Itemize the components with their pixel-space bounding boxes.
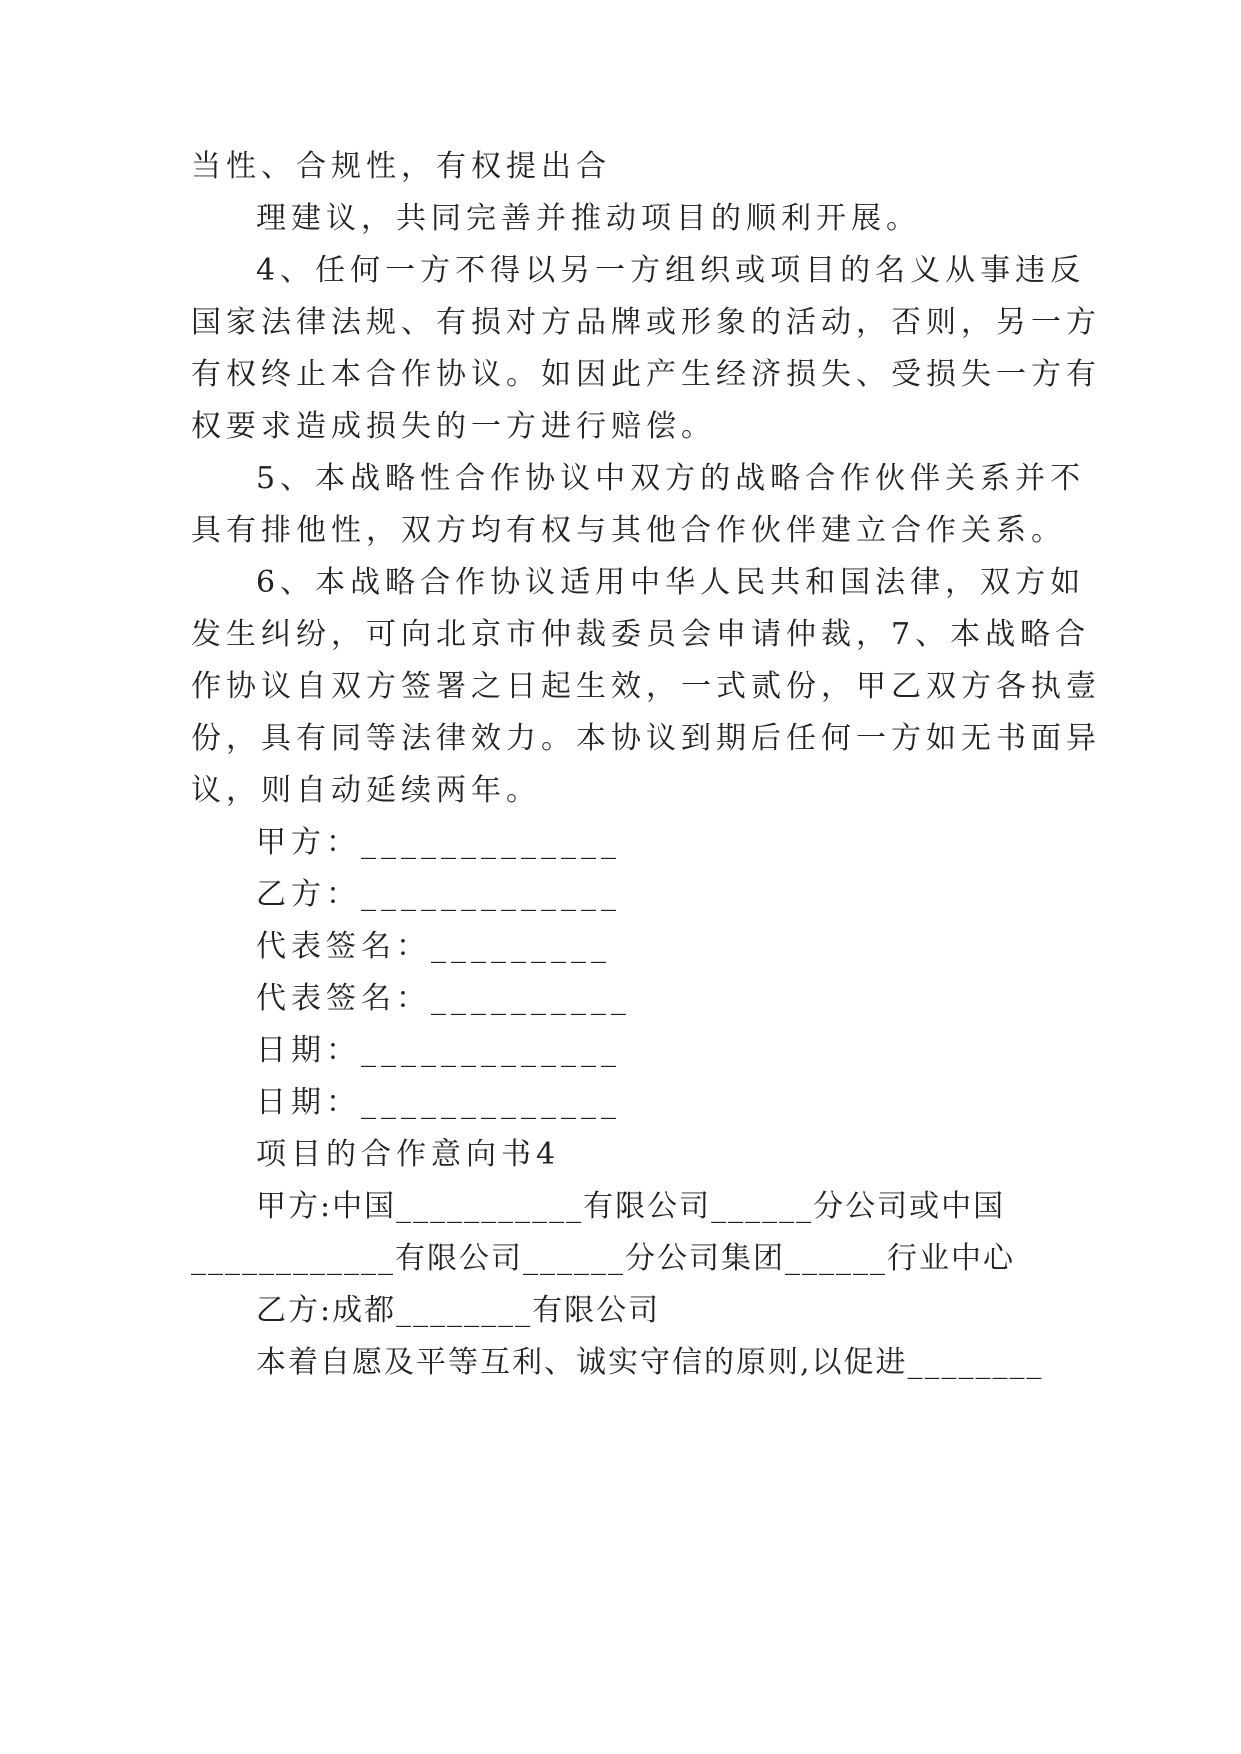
signature-party-a: 甲方：_____________ [256, 825, 621, 860]
paragraph-line: 发生纠纷，可向北京市仲裁委员会申请仲裁，7、本战略合 [191, 617, 1091, 652]
signature-party-b: 乙方：_____________ [256, 877, 621, 912]
paragraph-line: 具有排他性，双方均有权与其他合作伙伴建立合作关系。 [191, 513, 1066, 548]
paragraph-line: 当性、合规性，有权提出合 [191, 149, 611, 184]
section-heading: 项目的合作意向书4 [256, 1137, 561, 1172]
paragraph-line: 议，则自动延续两年。 [191, 773, 541, 808]
paragraph-line: 份，具有同等法律效力。本协议到期后任何一方如无书面异 [191, 721, 1101, 756]
signature-representative-b: 代表签名：__________ [256, 981, 631, 1016]
signature-representative-a: 代表签名：_________ [256, 929, 611, 964]
paragraph-line: 有权终止本合作协议。如因此产生经济损失、受损失一方有 [191, 357, 1101, 392]
paragraph-line: 作协议自双方签署之日起生效，一式贰份，甲乙双方各执壹 [191, 669, 1101, 704]
paragraph-line: 权要求造成损失的一方进行赔偿。 [191, 409, 716, 444]
party-a-line-continued: ____________有限公司______分公司集团______行业中心 [191, 1241, 1015, 1276]
paragraph-line: 理建议，共同完善并推动项目的顺利开展。 [256, 201, 921, 236]
paragraph-line: 4、任何一方不得以另一方组织或项目的名义从事违反 [256, 253, 1086, 288]
party-b-line: 乙方:成都________有限公司 [256, 1293, 661, 1328]
paragraph-line: 6、本战略合作协议适用中华人民共和国法律，双方如 [256, 565, 1086, 600]
paragraph-line: 5、本战略性合作协议中双方的战略合作伙伴关系并不 [256, 461, 1086, 496]
paragraph-line: 国家法律法规、有损对方品牌或形象的活动，否则，另一方 [191, 305, 1101, 340]
party-a-line: 甲方:中国___________有限公司______分公司或中国 [256, 1189, 1006, 1224]
signature-date-b: 日期：_____________ [256, 1085, 621, 1120]
signature-date-a: 日期：_____________ [256, 1033, 621, 1068]
paragraph-line: 本着自愿及平等互利、诚实守信的原则,以促进________ [256, 1345, 1044, 1380]
